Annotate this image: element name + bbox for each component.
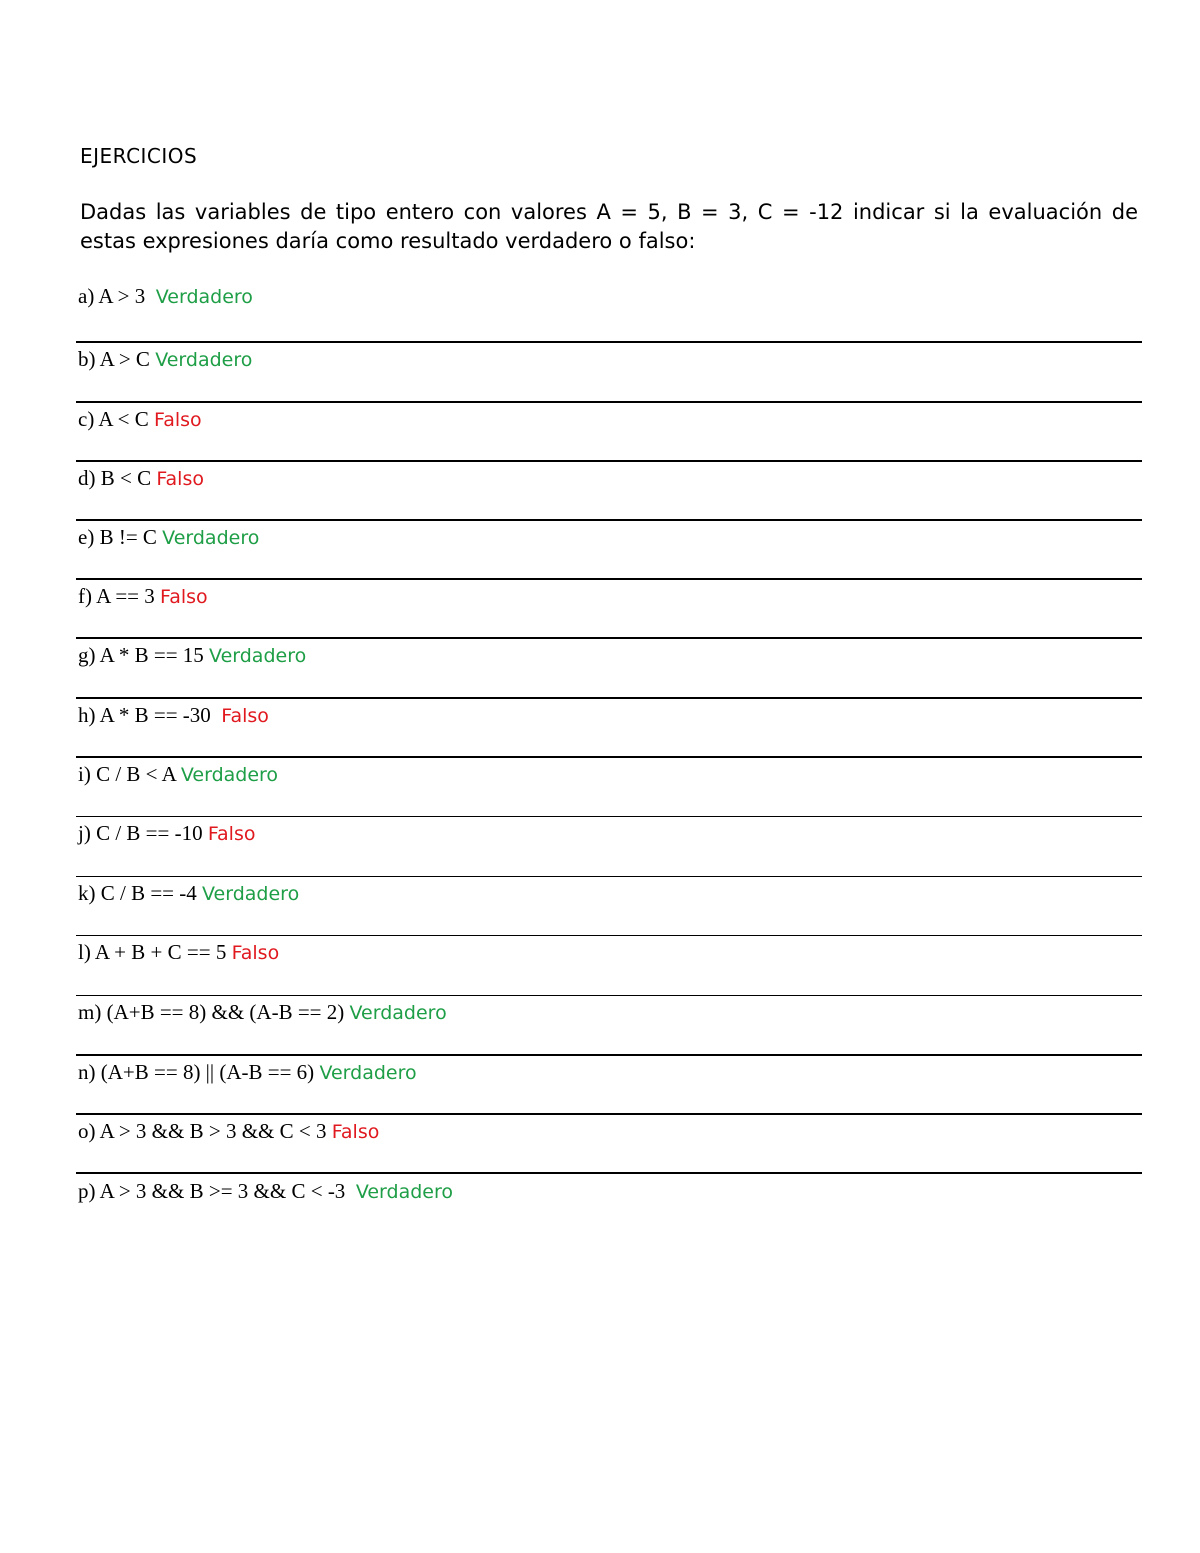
exercise-answer: Verdadero (209, 645, 307, 667)
exercise-answer: Falso (154, 409, 202, 431)
exercise-item (78, 584, 208, 609)
exercise-item (78, 703, 269, 728)
exercise-item (78, 881, 299, 906)
exercise-expression: h) A * B == -30 (78, 703, 222, 727)
answer-line (76, 637, 1142, 639)
exercise-answer: Verdadero (355, 1181, 453, 1203)
exercise-answer: Verdadero (155, 349, 253, 371)
exercise-expression: i) C / B < A (78, 762, 181, 786)
exercise-expression: a) A > 3 (78, 284, 156, 308)
exercise-answer: Verdadero (319, 1062, 417, 1084)
answer-line (76, 1054, 1142, 1056)
exercise-expression: g) A * B == 15 (78, 643, 210, 667)
exercise-expression: l) A + B + C == 5 (78, 940, 232, 964)
answer-line (76, 460, 1142, 462)
exercise-answer: Falso (221, 705, 269, 727)
intro-paragraph: Dadas las variables de tipo entero con valores A = 5, B = 3, C = -12 indicar si la evaluación de estas expresiones daría como resultado verdadero o falso: (80, 200, 1138, 253)
exercise-expression: e) B != C (78, 525, 163, 549)
exercise-item (78, 466, 204, 491)
exercise-expression: d) B < C (78, 466, 157, 490)
answer-line (76, 995, 1142, 996)
exercise-expression: f) A == 3 (78, 584, 161, 608)
answer-line (76, 341, 1142, 343)
answer-line (76, 876, 1142, 877)
exercise-expression: c) A < C (78, 407, 155, 431)
exercise-answer: Verdadero (155, 286, 253, 308)
exercise-item (78, 821, 256, 846)
answer-line (76, 756, 1142, 758)
exercise-expression: o) A > 3 && B > 3 && C < 3 (78, 1119, 332, 1143)
exercise-item (78, 407, 202, 432)
exercise-expression: n) (A+B == 8) || (A-B == 6) (78, 1060, 320, 1084)
exercise-answer: Falso (331, 1121, 380, 1143)
exercise-item (78, 347, 252, 372)
answer-line (76, 519, 1142, 521)
exercise-expression: k) C / B == -4 (78, 881, 203, 905)
exercise-expression: j) C / B == -10 (78, 821, 208, 845)
exercise-answer: Falso (156, 468, 204, 490)
answer-line (76, 1172, 1142, 1174)
page-title: EJERCICIOS (80, 144, 198, 168)
exercise-answer: Verdadero (180, 764, 279, 786)
exercise-item (78, 643, 306, 668)
exercise-answer: Falso (231, 942, 280, 964)
exercise-item (78, 525, 259, 550)
exercise-item (78, 1119, 379, 1144)
answer-line (76, 578, 1142, 580)
exercise-expression: b) A > C (78, 347, 156, 371)
exercise-item (78, 1060, 417, 1085)
exercise-item (78, 1179, 453, 1204)
answer-line (76, 697, 1142, 699)
answer-line (76, 816, 1142, 817)
exercise-answer: Falso (207, 823, 256, 845)
answer-line (76, 401, 1142, 403)
exercise-answer: Verdadero (162, 527, 260, 549)
exercise-item (78, 1000, 447, 1025)
answer-line (76, 935, 1142, 936)
exercise-item (78, 284, 253, 309)
exercise-answer: Verdadero (202, 883, 300, 905)
answer-line (76, 1113, 1142, 1115)
exercise-expression: p) A > 3 && B >= 3 && C < -3 (78, 1179, 356, 1203)
exercise-item (78, 762, 278, 787)
exercise-answer: Verdadero (349, 1002, 447, 1024)
exercise-item (78, 940, 279, 965)
exercise-expression: m) (A+B == 8) && (A-B == 2) (78, 1000, 350, 1024)
exercise-answer: Falso (160, 586, 208, 608)
